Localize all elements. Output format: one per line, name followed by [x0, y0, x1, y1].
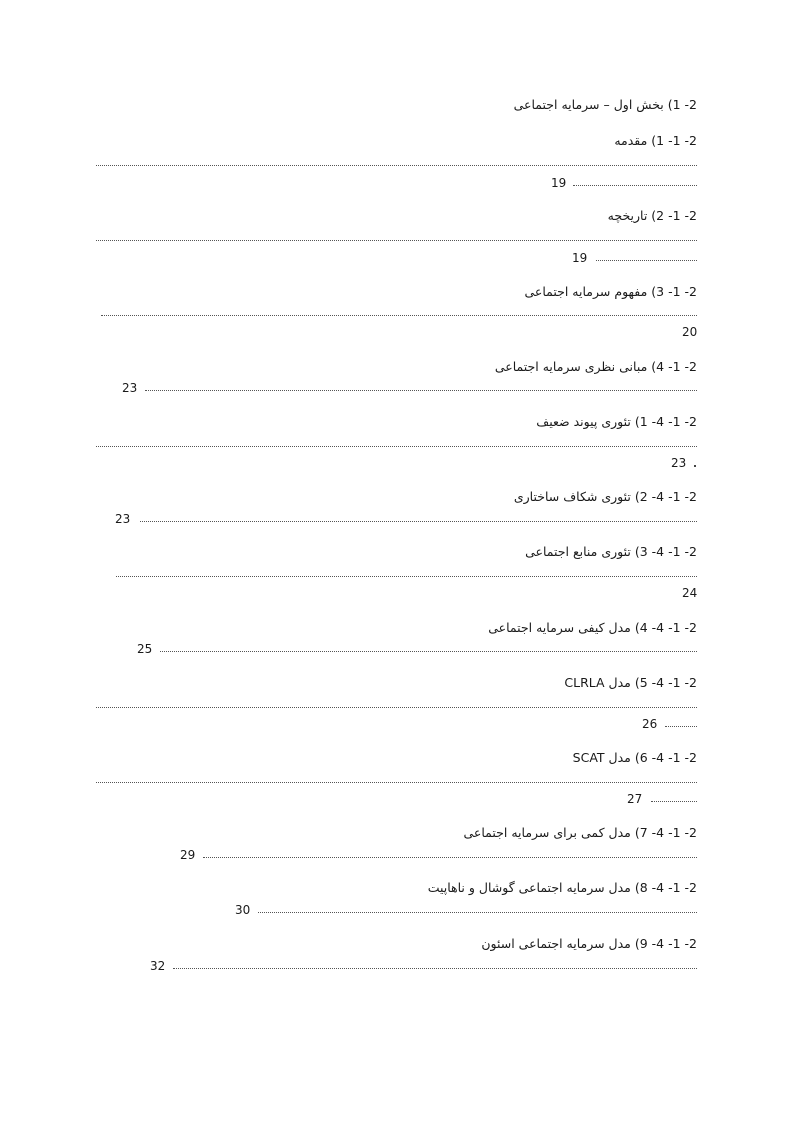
toc-entry-title[interactable]: 2- 1- 4- 6) مدل SCAT: [572, 750, 697, 765]
toc-page-number[interactable]: 25: [137, 642, 153, 656]
toc-page-number[interactable]: 19: [572, 251, 588, 265]
toc-leader-dots: [140, 521, 697, 522]
toc-entry-title[interactable]: 2- 1- 4- 4) مدل کیفی سرمایه اجتماعی: [488, 620, 697, 635]
toc-leader-dots: [258, 912, 697, 913]
toc-leader-dots: [203, 857, 697, 858]
toc-page-number[interactable]: 27: [627, 792, 643, 806]
toc-leader-dots: [96, 446, 697, 447]
toc-leader-dots: [116, 576, 697, 577]
toc-section-title[interactable]: 2- 1) بخش اول – سرمایه اجتماعی: [513, 97, 697, 112]
toc-entry-title[interactable]: 2- 1- 4- 2) تئوری شکاف ساختاری: [513, 489, 697, 504]
toc-page-number[interactable]: 24: [682, 586, 698, 600]
toc-entry-title[interactable]: 2- 1- 4- 1) تئوری پیوند ضعیف: [536, 414, 697, 429]
toc-entry-title[interactable]: 2- 1- 4- 7) مدل کمی برای سرمایه اجتماعی: [463, 825, 697, 840]
toc-page-number[interactable]: 23: [671, 456, 687, 470]
toc-entry-title[interactable]: 2- 1- 1) مقدمه: [614, 133, 697, 148]
toc-entry-title[interactable]: 2- 1- 3) مفهوم سرمایه اجتماعی: [524, 284, 697, 299]
leader-dot: [694, 465, 696, 467]
toc-leader-dots: [96, 240, 697, 241]
toc-leader-dots: [160, 651, 697, 652]
toc-page-number[interactable]: 30: [235, 903, 251, 917]
toc-leader-dots: [96, 782, 697, 783]
toc-entry-title[interactable]: 2- 1- 2) تاریخچه: [607, 208, 697, 223]
toc-page-number[interactable]: 20: [682, 325, 698, 339]
toc-page-number[interactable]: 32: [150, 959, 166, 973]
toc-leader-dots: [173, 968, 697, 969]
toc-leader-dots: [651, 801, 697, 802]
toc-leader-dots: [96, 707, 697, 708]
toc-page-number[interactable]: 19: [551, 176, 567, 190]
toc-entry-title[interactable]: 2- 1- 4- 5) مدل CLRLA: [564, 675, 697, 690]
toc-leader-dots: [101, 315, 697, 316]
toc-page-number[interactable]: 29: [180, 848, 196, 862]
toc-page-number[interactable]: 23: [115, 512, 131, 526]
toc-leader-dots: [596, 260, 697, 261]
toc-page-number[interactable]: 23: [122, 381, 138, 395]
toc-entry-title[interactable]: 2- 1- 4- 3) تئوری منابع اجتماعی: [525, 544, 697, 559]
toc-leader-dots: [573, 185, 697, 186]
toc-entry-title[interactable]: 2- 1- 4- 9) مدل سرمایه اجتماعی اسئون: [481, 936, 697, 951]
toc-leader-dots: [665, 726, 697, 727]
toc-entry-title[interactable]: 2- 1- 4) مبانی نظری سرمایه اجتماعی: [494, 359, 697, 374]
toc-leader-dots: [96, 165, 697, 166]
toc-page-number[interactable]: 26: [642, 717, 658, 731]
toc-entry-title[interactable]: 2- 1- 4- 8) مدل سرمایه اجتماعی گوشال و ناهاپیت: [427, 880, 697, 895]
toc-leader-dots: [145, 390, 697, 391]
